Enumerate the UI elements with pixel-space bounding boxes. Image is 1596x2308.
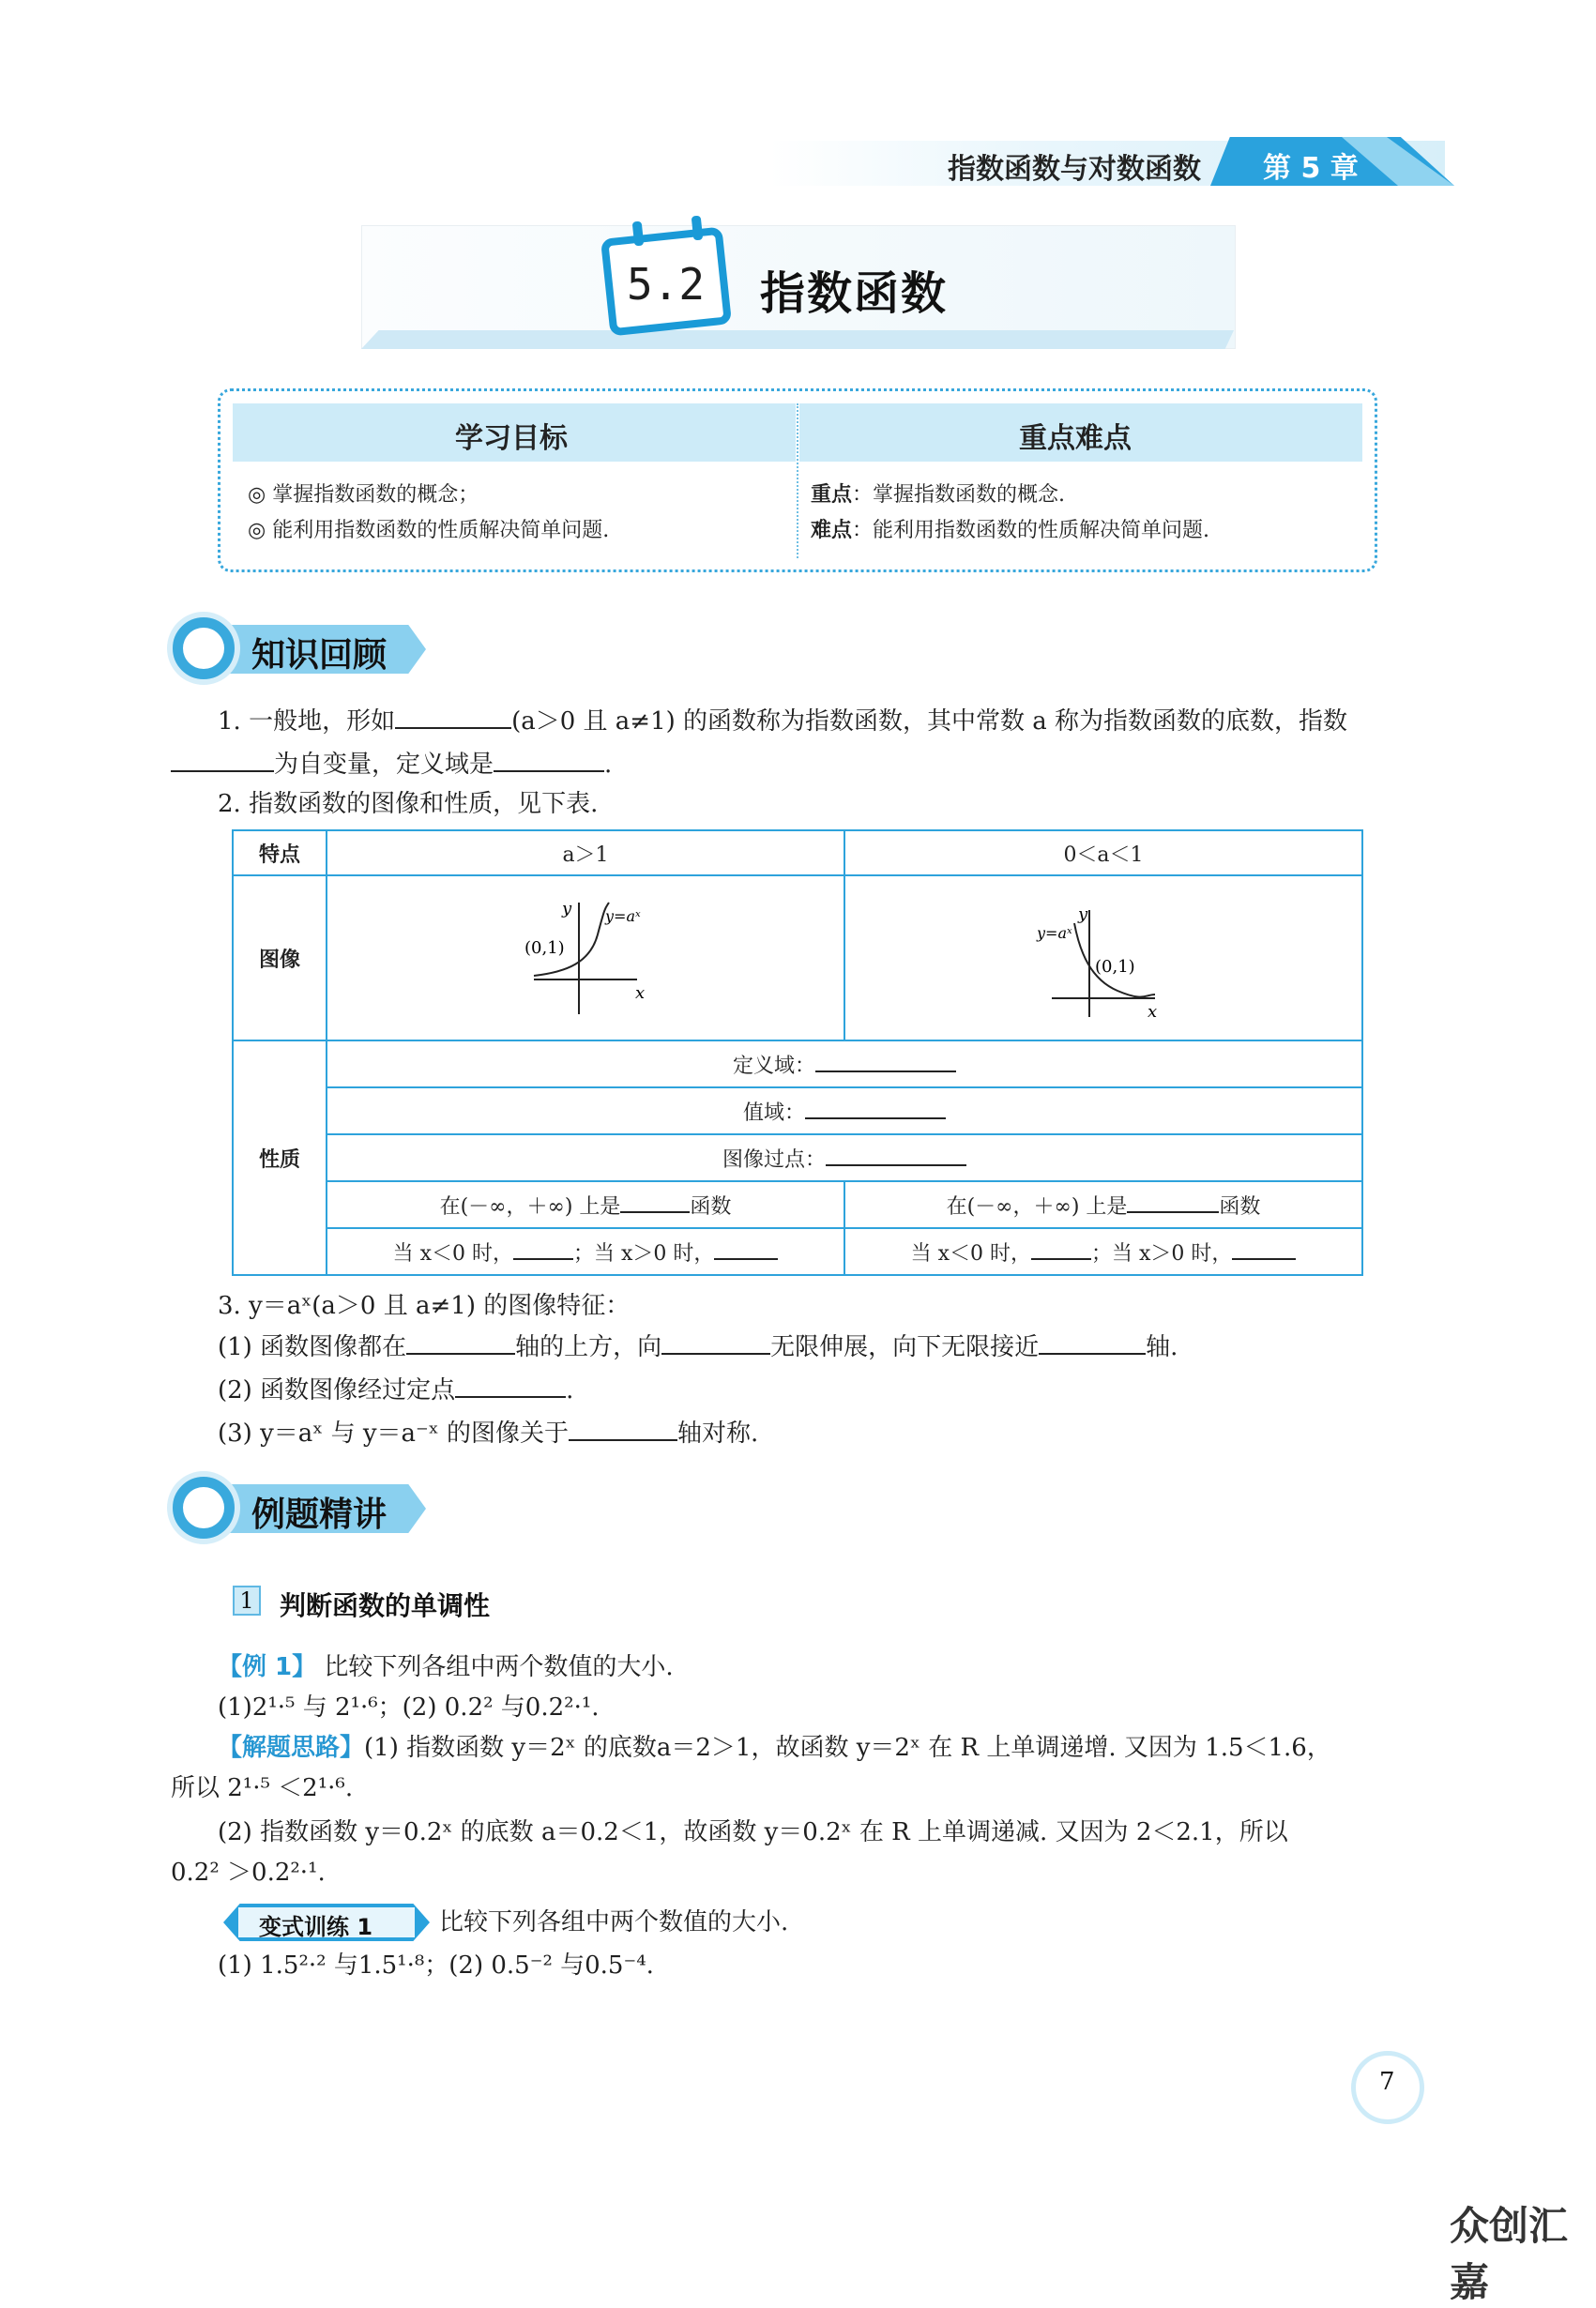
- header-subject: 指数函数与对数函数: [948, 153, 1201, 186]
- curve-label: y=aˣ: [1037, 924, 1072, 942]
- calendar-ring-icon: [692, 216, 704, 241]
- fixed-point-row: 图像过点：: [327, 1134, 1362, 1181]
- chapter-label: 第 5 章: [1263, 152, 1359, 185]
- curve-label: y=aˣ: [605, 907, 641, 925]
- x-axis-label: x: [635, 983, 646, 1003]
- key-text: ：掌握指数函数的概念.: [852, 483, 1066, 507]
- table-row-graph-label: 图像: [233, 875, 327, 1040]
- page-title: 指数函数: [760, 267, 949, 320]
- training-label: 变式训练 1: [259, 1914, 373, 1940]
- y-axis-label: y: [1078, 904, 1088, 924]
- exponential-increasing-graph: [524, 897, 646, 1019]
- table-header-a-gt-1: a＞1: [327, 830, 844, 875]
- table-header-feature: 特点: [233, 830, 327, 875]
- exponential-decreasing-graph: [1037, 897, 1164, 1022]
- difficulty-text: ：能利用指数函数的性质解决简单问题.: [852, 519, 1210, 542]
- point-label: (0,1): [524, 938, 565, 958]
- review-paragraph-1: 1. 一般地，形如 (a＞0 且 a≠1) 的函数称为指数函数，其中常数 a 称为指数函数的底数，指数: [218, 707, 1348, 736]
- graph-cell-increasing: [327, 875, 844, 1040]
- solution-line-2b: 0.2² ＞0.2²·¹.: [171, 1859, 326, 1887]
- table-header-a-lt-1: 0＜a＜1: [844, 830, 1362, 875]
- fill-blank[interactable]: [513, 1238, 573, 1260]
- document-icon: [183, 628, 224, 669]
- fill-blank[interactable]: [569, 1419, 677, 1441]
- fill-blank[interactable]: [395, 706, 511, 729]
- objectives-divider: [797, 403, 798, 558]
- objective-line: ◎ 掌握指数函数的概念；: [248, 483, 479, 507]
- x-axis-label: x: [1148, 1002, 1158, 1022]
- fill-blank[interactable]: [714, 1238, 778, 1260]
- review-paragraph-3: 3. y＝aˣ(a＞0 且 a≠1) 的图像特征：: [218, 1292, 631, 1320]
- range-row: 值域：: [327, 1087, 1362, 1134]
- title-stripe: [361, 330, 1234, 349]
- monotonic-cell: 在(－∞，＋∞) 上是 函数: [844, 1181, 1362, 1228]
- training-items: (1) 1.5²·² 与1.5¹·⁸；(2) 0.5⁻² 与0.5⁻⁴.: [218, 1951, 654, 1980]
- solution-tag: 【解题思路】: [218, 1734, 365, 1762]
- table-row-properties-label: 性质: [233, 1040, 327, 1275]
- review-paragraph-3-3: (3) y＝aˣ 与 y＝a⁻ˣ 的图像关于 轴对称.: [218, 1420, 759, 1448]
- fill-blank[interactable]: [171, 750, 274, 772]
- fill-blank[interactable]: [1232, 1238, 1296, 1260]
- difficulty-label: 难点: [811, 518, 853, 542]
- fill-blank[interactable]: [620, 1191, 690, 1213]
- watermark: 众创汇嘉: [1450, 2203, 1569, 2305]
- examples-title: 例题精讲: [251, 1496, 388, 1534]
- review-paragraph-3-2: (2) 函数图像经过定点 .: [218, 1376, 574, 1405]
- graph-cell-decreasing: [844, 875, 1362, 1040]
- point-label: (0,1): [1095, 957, 1135, 977]
- topic-number-badge: 1: [233, 1586, 261, 1616]
- fill-blank[interactable]: [494, 750, 604, 772]
- calculator-icon: [183, 1487, 224, 1528]
- section-number: 5.2: [627, 259, 706, 310]
- domain-row: 定义域：: [327, 1040, 1362, 1087]
- topic-title: 判断函数的单调性: [280, 1590, 491, 1621]
- training-text: 比较下列各组中两个数值的大小.: [439, 1908, 789, 1936]
- review-title: 知识回顾: [251, 636, 388, 675]
- value-cell: 当 x＜0 时， ；当 x＞0 时，: [327, 1228, 844, 1275]
- key-label: 重点: [811, 482, 853, 507]
- review-paragraph-1b: 为自变量，定义域是 .: [171, 750, 612, 779]
- key-point-line: [811, 478, 1065, 508]
- review-paragraph-2: 2. 指数函数的图像和性质，见下表.: [218, 790, 599, 818]
- example-tag: 【例 1】: [218, 1653, 317, 1681]
- review-icon-circle: [167, 612, 240, 685]
- objective-line: ◎ 能利用指数函数的性质解决简单问题.: [248, 519, 610, 542]
- monotonic-cell: 在(－∞，＋∞) 上是 函数: [327, 1181, 844, 1228]
- page-number: 7: [1379, 2068, 1395, 2096]
- solution-line-1: 【解题思路】(1) 指数函数 y＝2ˣ 的底数a＝2＞1，故函数 y＝2ˣ 在 R 上单调递增. 又因为 1.5＜1.6，: [218, 1734, 1331, 1762]
- fill-blank[interactable]: [826, 1144, 966, 1166]
- review-paragraph-3-1: (1) 函数图像都在 轴的上方，向 无限伸展，向下无限接近 轴.: [218, 1333, 1178, 1361]
- difficulty-line: [811, 514, 1209, 543]
- key-points-title: 重点难点: [1019, 422, 1132, 455]
- examples-icon-circle: [167, 1471, 240, 1544]
- fill-blank[interactable]: [815, 1050, 956, 1072]
- fill-blank[interactable]: [406, 1332, 515, 1355]
- objectives-title: 学习目标: [455, 422, 568, 455]
- solution-line-2: (2) 指数函数 y＝0.2ˣ 的底数 a＝0.2＜1，故函数 y＝0.2ˣ 在 R 上单调递减. 又因为 2＜2.1，所以: [218, 1818, 1288, 1846]
- fill-blank[interactable]: [455, 1375, 566, 1398]
- solution-line-1b: 所以 2¹·⁵ ＜2¹·⁶.: [171, 1774, 354, 1802]
- fill-blank[interactable]: [1127, 1191, 1219, 1213]
- fill-blank[interactable]: [1031, 1238, 1091, 1260]
- example-1-line: 【例 1】 比较下列各组中两个数值的大小.: [218, 1653, 674, 1681]
- example-1-items: (1)2¹·⁵ 与 2¹·⁶；(2) 0.2² 与0.2²·¹.: [218, 1693, 600, 1722]
- fill-blank[interactable]: [661, 1332, 770, 1355]
- y-axis-label: y: [562, 899, 572, 919]
- fill-blank[interactable]: [805, 1097, 946, 1119]
- value-cell: 当 x＜0 时， ；当 x＞0 时，: [844, 1228, 1362, 1275]
- fill-blank[interactable]: [1039, 1332, 1146, 1355]
- properties-table: [232, 829, 1363, 1276]
